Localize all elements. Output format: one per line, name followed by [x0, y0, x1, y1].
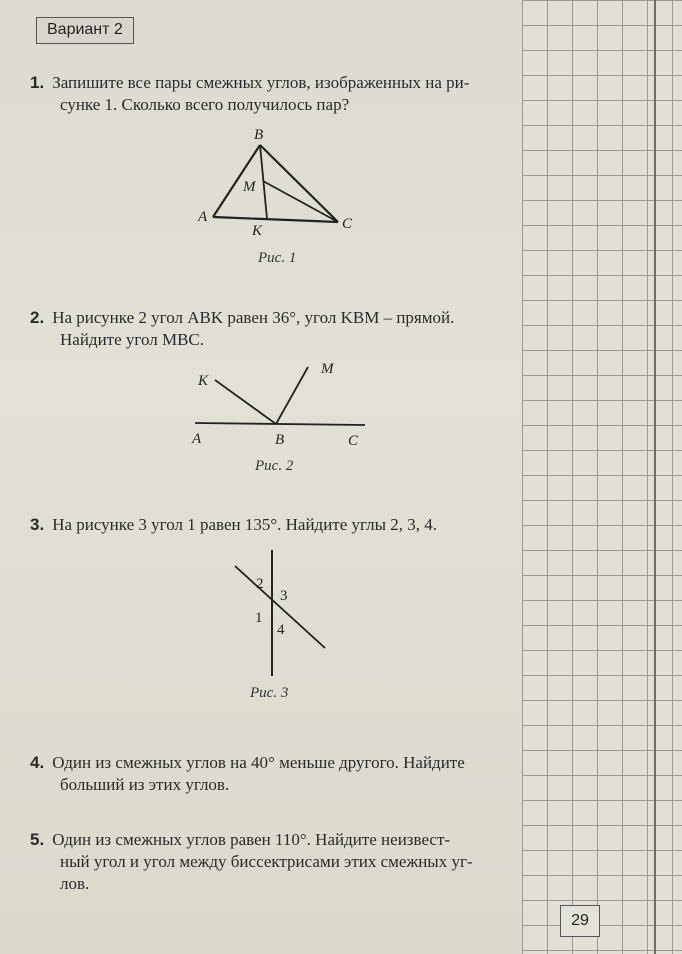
- task-number: 4.: [30, 753, 45, 772]
- figure-2: [180, 355, 380, 455]
- task-number: 5.: [30, 830, 45, 849]
- task-text-line: лов.: [60, 874, 90, 893]
- figure-1: [190, 125, 370, 245]
- fig2-label-m: M: [321, 361, 334, 377]
- task-text-line: ный угол и угол между биссектрисами этих смежных уг-: [60, 852, 473, 871]
- task-text-line: Запишите все пары смежных углов, изображенных на ри-: [52, 73, 470, 92]
- fig1-label-k: K: [252, 223, 263, 239]
- task-text-line: больший из этих углов.: [60, 775, 230, 794]
- figure-1-caption: Рис. 1: [258, 250, 297, 266]
- task-1: [30, 72, 520, 116]
- task-text-line: сунке 1. Сколько всего получилось пар?: [60, 95, 350, 114]
- task-text-line: Найдите угол MBC.: [60, 330, 204, 349]
- margin-line: [654, 0, 656, 954]
- task-text-line: Один из смежных углов равен 110°. Найдите неизвест-: [52, 830, 451, 849]
- fig3-label-4: 4: [277, 622, 285, 638]
- task-text-line: На рисунке 3 угол 1 равен 135°. Найдите углы 2, 3, 4.: [52, 515, 438, 534]
- task-text-line: Один из смежных углов на 40° меньше другого. Найдите: [52, 753, 465, 772]
- task-number: 1.: [30, 73, 45, 92]
- fig1-label-m: M: [243, 179, 256, 195]
- fig2-label-a: A: [192, 431, 202, 447]
- task-5: [30, 829, 520, 895]
- fig1-label-a: A: [198, 209, 208, 225]
- fig3-label-3: 3: [280, 588, 288, 604]
- figure-2-caption: Рис. 2: [255, 458, 294, 474]
- fig2-label-k: K: [198, 373, 209, 389]
- figure-3: [225, 548, 345, 678]
- fig1-label-b: B: [254, 127, 264, 143]
- task-3: [30, 514, 520, 536]
- figure-3-caption: Рис. 3: [250, 685, 289, 701]
- fig3-label-1: 1: [255, 610, 263, 626]
- task-4: [30, 752, 520, 796]
- task-number: 3.: [30, 515, 45, 534]
- fig1-label-c: C: [342, 216, 353, 232]
- fig2-label-c: C: [348, 433, 359, 449]
- graph-paper-margin: [522, 0, 682, 954]
- fig3-label-2: 2: [256, 576, 264, 592]
- task-number: 2.: [30, 308, 45, 327]
- task-text-line: На рисунке 2 угол ABK равен 36°, угол KBM – прямой.: [52, 308, 455, 327]
- page-number: 29: [560, 905, 600, 937]
- task-2: [30, 307, 520, 351]
- variant-label: Вариант 2: [36, 17, 134, 44]
- fig2-label-b: B: [275, 432, 285, 448]
